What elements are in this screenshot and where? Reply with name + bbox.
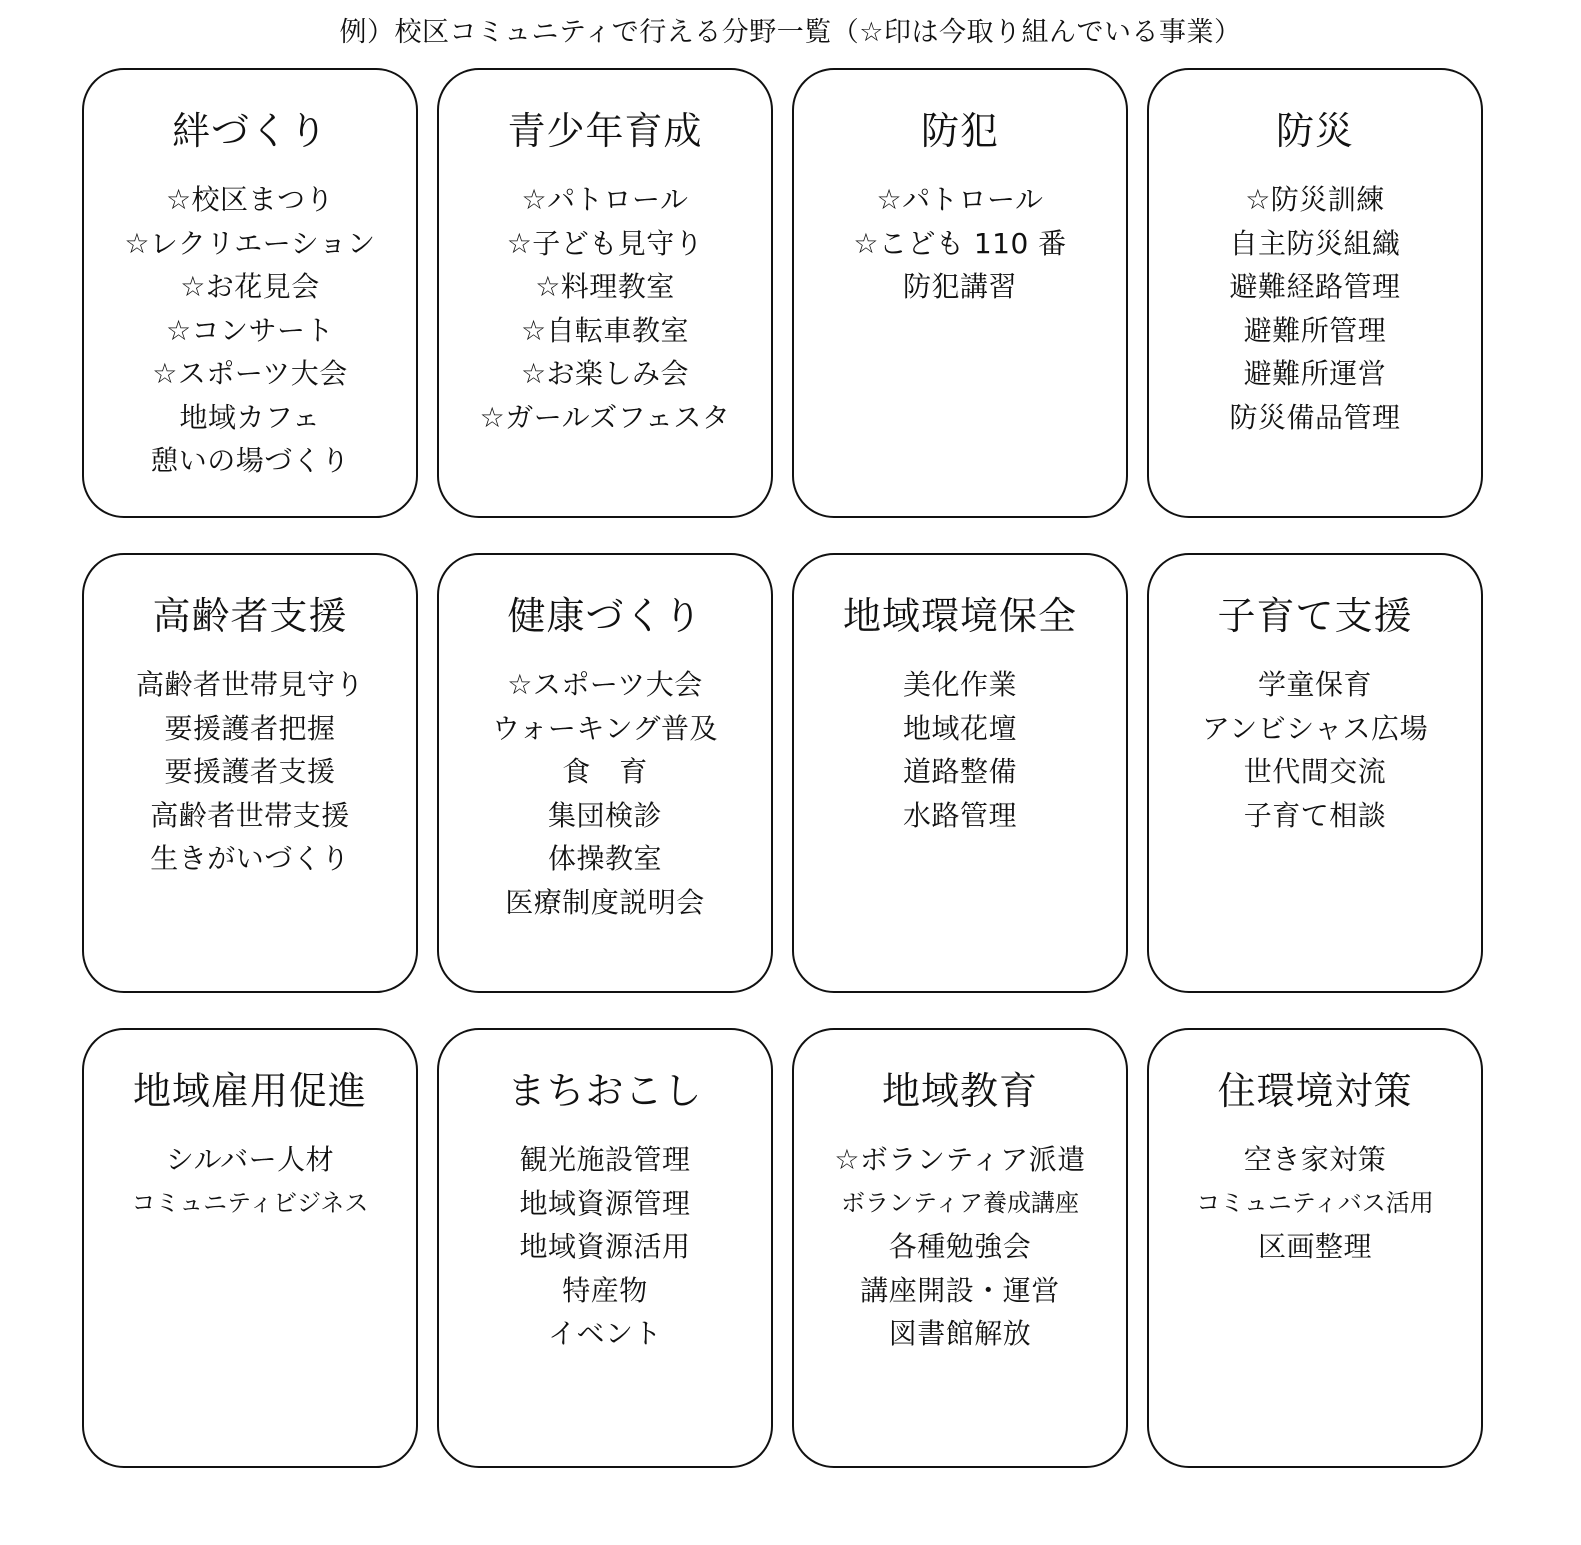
list-item: ☆レクリエーション <box>124 226 376 260</box>
list-item: 防災備品管理 <box>1229 400 1401 434</box>
card-item-list <box>439 1138 771 1356</box>
list-item: 生きがいづくり <box>150 842 350 875</box>
list-item: ☆ボランティア派遣 <box>834 1143 1086 1176</box>
list-item: 要援護者支援 <box>164 755 336 788</box>
card-item-list <box>1149 663 1481 837</box>
card-item-list <box>794 178 1126 309</box>
list-item: 高齢者世帯支援 <box>150 798 350 832</box>
list-item: 地域資源活用 <box>519 1230 691 1263</box>
card-title: 住環境対策 <box>1217 1069 1413 1113</box>
card-item-list <box>794 663 1126 837</box>
list-item: 区画整理 <box>1257 1230 1372 1263</box>
list-item: ☆子ども見守り <box>506 226 704 260</box>
list-item: 集団検診 <box>547 798 662 832</box>
list-item: ☆コンサート <box>165 313 335 347</box>
list-item: 世代間交流 <box>1243 755 1387 788</box>
card-item-list <box>1149 1138 1481 1269</box>
list-item: 地域カフェ <box>179 400 321 434</box>
list-item: 観光施設管理 <box>519 1143 691 1176</box>
list-item: 各種勉強会 <box>888 1230 1032 1263</box>
list-item: 食 育 <box>562 755 648 788</box>
card-title: まちおこし <box>507 1069 703 1113</box>
list-item: 道路整備 <box>902 755 1017 788</box>
card-item-list <box>794 1138 1126 1356</box>
list-item: 図書館解放 <box>888 1317 1032 1350</box>
list-item: 美化作業 <box>902 668 1017 701</box>
list-item: ☆ガールズフェスタ <box>479 400 731 434</box>
list-item: 避難経路管理 <box>1229 270 1401 303</box>
list-item: 医療制度説明会 <box>505 885 705 919</box>
category-card <box>1147 68 1483 518</box>
list-item: 地域花壇 <box>902 711 1017 745</box>
list-item: 要援護者把握 <box>164 711 336 745</box>
card-item-list <box>84 663 416 881</box>
list-item: ☆料理教室 <box>535 270 675 303</box>
card-title: 絆づくり <box>171 109 328 153</box>
list-item: コミュニティビジネス <box>131 1188 369 1217</box>
list-item: ボランティア養成講座 <box>840 1188 1080 1217</box>
list-item: シルバー人材 <box>165 1143 335 1176</box>
list-item: イベント <box>547 1317 662 1350</box>
list-item: 子育て相談 <box>1243 798 1387 832</box>
list-item: 講座開設・運営 <box>860 1273 1060 1307</box>
category-card <box>437 553 773 993</box>
card-title: 子育て支援 <box>1217 594 1413 638</box>
list-item: 避難所運営 <box>1243 357 1387 390</box>
category-card <box>82 1028 418 1468</box>
card-item-list <box>439 663 771 924</box>
list-item: ☆スポーツ大会 <box>152 357 348 390</box>
list-item: ウォーキング普及 <box>491 711 719 745</box>
category-card <box>792 1028 1128 1468</box>
category-card <box>792 68 1128 518</box>
card-title: 防犯 <box>920 109 999 153</box>
card-title: 防災 <box>1275 109 1354 153</box>
card-title: 健康づくり <box>507 594 703 638</box>
list-item: 体操教室 <box>547 842 662 875</box>
list-item: ☆自転車教室 <box>520 313 690 347</box>
card-item-list <box>439 178 771 439</box>
category-grid <box>82 68 1483 1468</box>
card-title: 地域教育 <box>881 1069 1038 1113</box>
list-item: 地域資源管理 <box>519 1186 691 1220</box>
list-item: 防犯講習 <box>902 270 1017 303</box>
category-card <box>82 68 418 518</box>
list-item: ☆お花見会 <box>180 270 320 303</box>
card-item-list <box>84 178 416 483</box>
list-item: 高齢者世帯見守り <box>135 668 364 701</box>
card-title: 高齢者支援 <box>152 594 348 638</box>
card-item-list <box>1149 178 1481 439</box>
list-item: 憩いの場づくり <box>150 444 350 477</box>
category-card <box>1147 1028 1483 1468</box>
list-item: アンビシャス広場 <box>1201 711 1429 745</box>
list-item: ☆校区まつり <box>165 183 335 216</box>
category-card <box>437 1028 773 1468</box>
list-item: 避難所管理 <box>1243 313 1387 347</box>
list-item: コミュニティバス活用 <box>1196 1188 1434 1217</box>
list-item: ☆こども 110 番 <box>853 226 1067 260</box>
list-item: 特産物 <box>562 1273 648 1307</box>
list-item: ☆スポーツ大会 <box>507 668 703 701</box>
category-card <box>1147 553 1483 993</box>
list-item: ☆パトロール <box>876 183 1044 216</box>
card-title: 地域雇用促進 <box>132 1069 367 1113</box>
list-item: 水路管理 <box>902 798 1017 832</box>
list-item: 学童保育 <box>1257 668 1372 701</box>
category-card <box>82 553 418 993</box>
list-item: ☆お楽しみ会 <box>520 357 690 390</box>
page-title: 例）校区コミュニティで行える分野一覧（☆印は今取り組んでいる事業） <box>339 17 1242 48</box>
list-item: ☆防災訓練 <box>1245 183 1385 216</box>
card-title: 地域環境保全 <box>842 594 1077 638</box>
list-item: ☆パトロール <box>521 183 689 216</box>
card-item-list <box>84 1138 416 1225</box>
list-item: 空き家対策 <box>1243 1143 1387 1176</box>
category-card <box>792 553 1128 993</box>
card-title: 青少年育成 <box>507 109 703 153</box>
category-card <box>437 68 773 518</box>
list-item: 自主防災組織 <box>1229 226 1401 260</box>
